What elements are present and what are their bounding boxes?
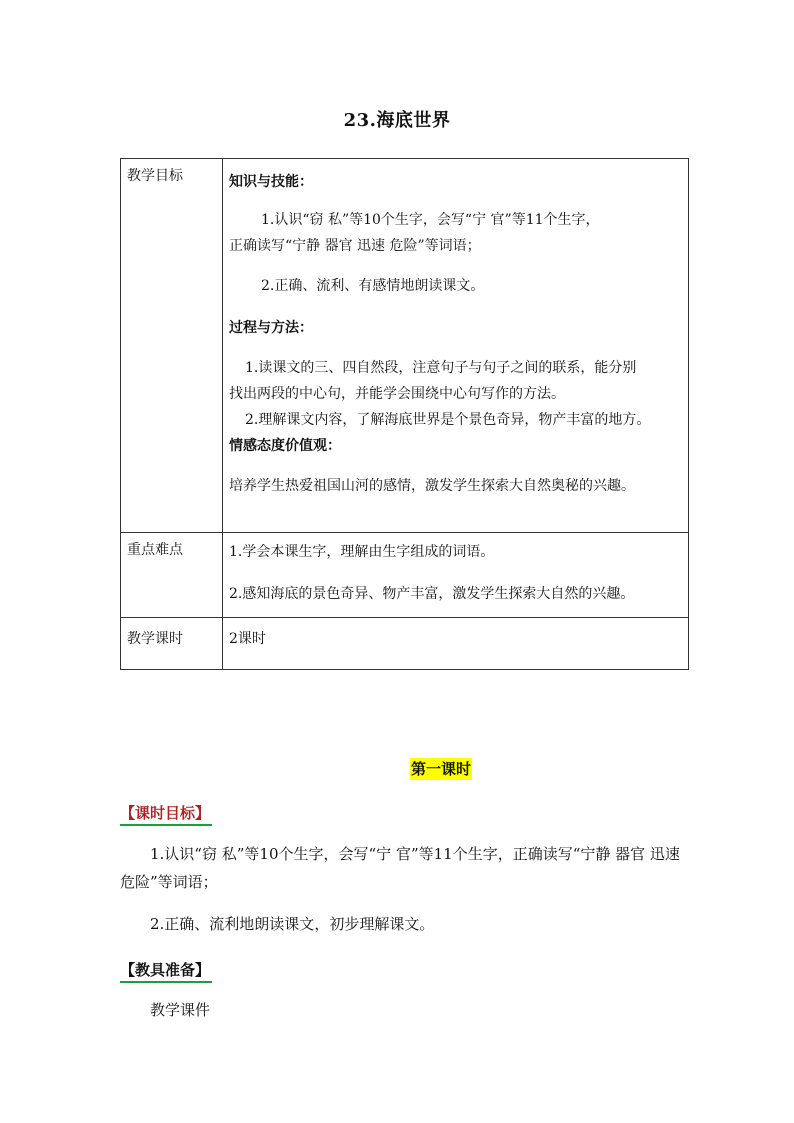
- objective-line: 2.正确、流利地朗读课文，初步理解课文。: [150, 915, 435, 933]
- emotion-heading: 情感态度价值观：: [229, 438, 341, 454]
- key-point-item: 2.感知海底的景色奇异、物产丰富，激发学生探索大自然的兴趣。: [229, 586, 635, 602]
- process-item: 2.理解课文内容，了解海底世界是个景色奇异，物产丰富的地方。: [245, 412, 651, 428]
- table-row-hours: [121, 618, 689, 670]
- lesson-heading: 第一课时: [411, 760, 472, 778]
- hours-label: 教学课时: [121, 618, 223, 670]
- objectives-label: 【课时目标】: [120, 802, 212, 826]
- knowledge-item: 正确读写“宁静 器官 迅速 危险”等词语；: [229, 238, 481, 254]
- process-item: 找出两段的中心句，并能学会围绕中心句写作的方法。: [229, 386, 565, 402]
- knowledge-heading: 知识与技能：: [229, 174, 313, 190]
- lesson-plan-table: [120, 158, 689, 670]
- knowledge-item: 1.认识“窃 私”等10个生字，会写“宁 官”等11个生字，: [261, 212, 600, 228]
- key-points-label: 重点难点: [121, 533, 223, 618]
- process-item: 1.读课文的三、四自然段，注意句子与句子之间的联系，能分别: [245, 360, 637, 376]
- document-title: 23.海底世界: [343, 110, 451, 131]
- objective-line: 1.认识“窃 私”等10个生字，会写“宁 官”等11个生字，正确读写“宁静 器官 迅速 危险”等词语；: [120, 845, 680, 891]
- knowledge-item: 2.正确、流利、有感情地朗读课文。: [261, 278, 485, 294]
- goals-label: 教学目标: [121, 159, 223, 533]
- hours-value: 2课时: [223, 618, 689, 670]
- process-heading: 过程与方法：: [229, 320, 313, 336]
- table-row-goals: [121, 159, 689, 533]
- key-point-item: 1.学会本课生字，理解由生字组成的词语。: [229, 544, 495, 560]
- materials-text: 教学课件: [150, 1001, 211, 1019]
- goals-content: [223, 159, 689, 533]
- key-points-content: [223, 533, 689, 618]
- materials-label: 【教具准备】: [120, 959, 212, 983]
- emotion-item: 培养学生热爱祖国山河的感情，激发学生探索大自然奥秘的兴趣。: [229, 478, 635, 494]
- table-row-key-points: [121, 533, 689, 618]
